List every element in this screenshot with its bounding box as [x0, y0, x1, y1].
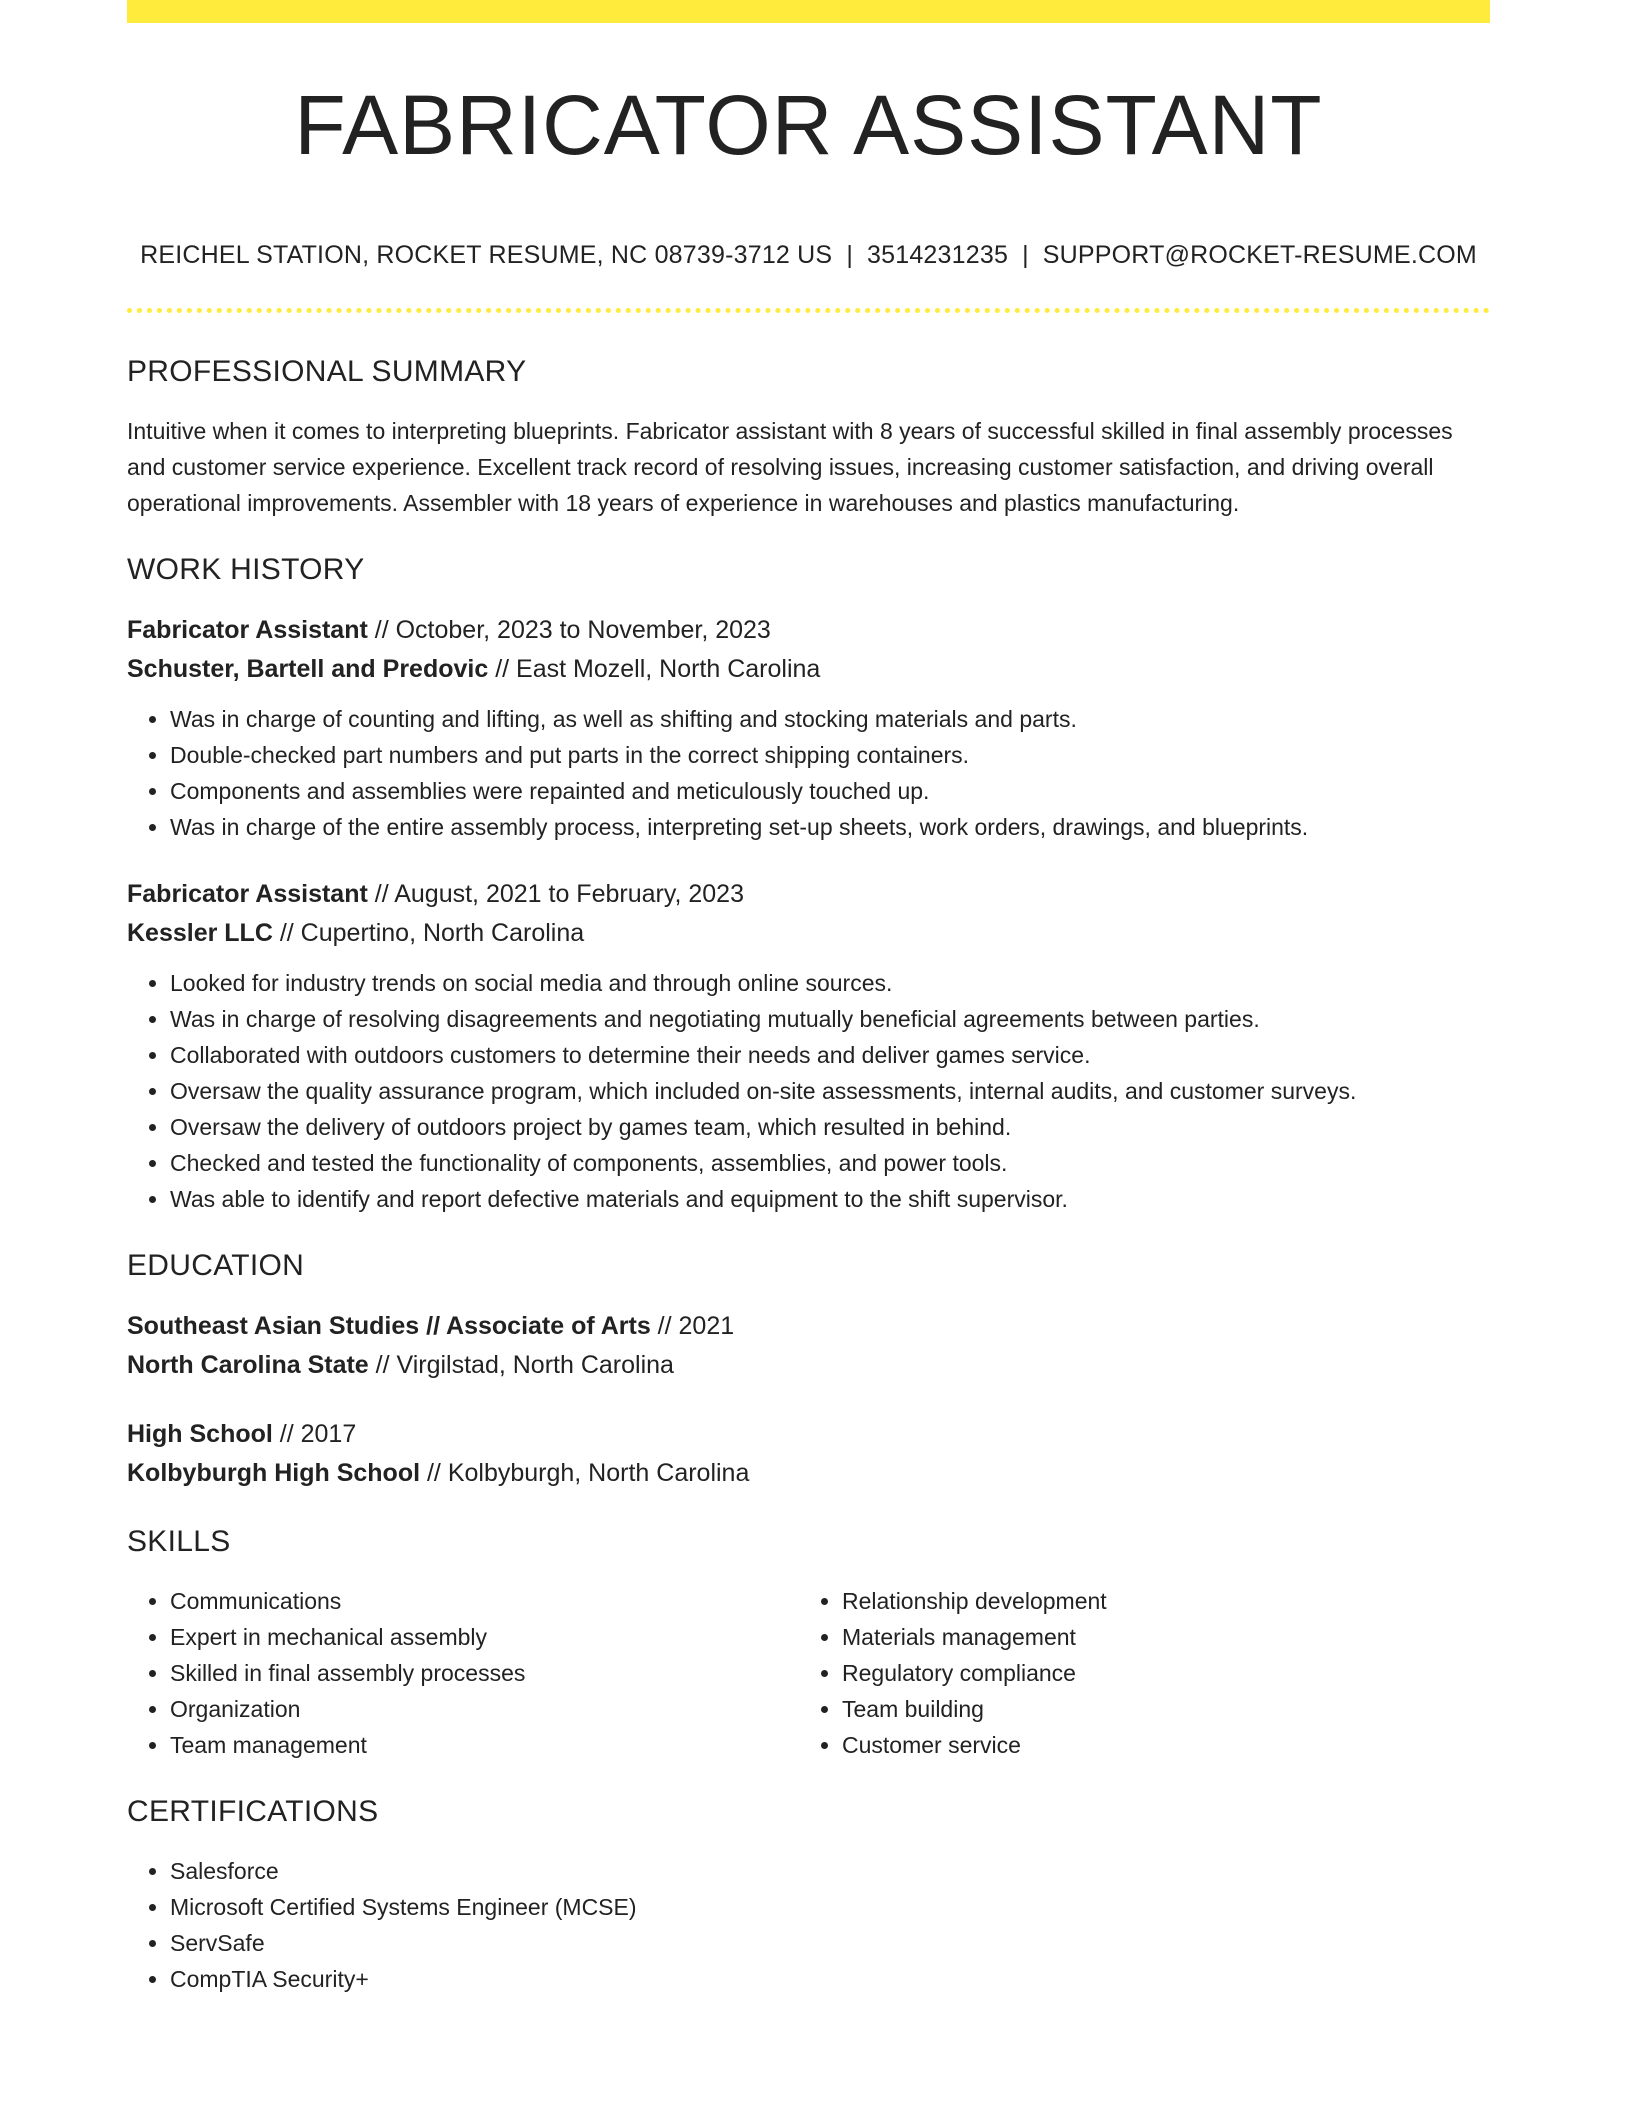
summary-heading: PROFESSIONAL SUMMARY — [127, 355, 527, 388]
school: North Carolina State — [127, 1351, 369, 1379]
job-location: // East Mozell, North Carolina — [488, 655, 821, 683]
job-title: Fabricator Assistant — [127, 880, 368, 908]
skills-right-list — [799, 1583, 1471, 1763]
certification-item: • Microsoft Certified Systems Engineer (MCSE) — [170, 1889, 1490, 1925]
certification-item: • Salesforce — [170, 1853, 1490, 1889]
separator: | — [846, 241, 854, 269]
education-entry — [127, 1307, 1490, 1385]
degree: Southeast Asian Studies // Associate of Arts — [127, 1312, 651, 1340]
job-title-line — [127, 875, 1490, 914]
job-entry — [127, 611, 1490, 845]
skill-item: • Team building — [842, 1691, 1471, 1727]
resume-page — [127, 0, 1490, 1997]
job-bullets — [127, 701, 1490, 845]
skill-item: • Skilled in final assembly processes — [170, 1655, 799, 1691]
skill-item: • Relationship development — [842, 1583, 1471, 1619]
skill-item: • Materials management — [842, 1619, 1471, 1655]
bullet-item: • Looked for industry trends on social media and through online sources. — [170, 965, 1490, 1001]
job-company: Schuster, Bartell and Predovic — [127, 655, 489, 683]
summary-text: Intuitive when it comes to interpreting blueprints. Fabricator assistant with 8 years of successful skilled in final assembly processes and customer service experience. Excellent track record of resolving issues, increasing customer satisfaction, and driving overall operational improvements. Assembler with 18 years of experience in warehouses and plastics manufacturing. — [127, 418, 1453, 516]
skill-item: • Team management — [170, 1727, 799, 1763]
certifications-list — [127, 1853, 1490, 1997]
school: Kolbyburgh High School — [127, 1459, 421, 1487]
job-company-line — [127, 914, 1490, 953]
degree: High School — [127, 1420, 273, 1448]
bullet-item: • Was in charge of the entire assembly process, interpreting set-up sheets, work orders, drawings, and blueprints. — [170, 809, 1490, 845]
address-text: REICHEL STATION, ROCKET RESUME, NC 08739-3712 US — [140, 241, 833, 269]
bullet-item: • Checked and tested the functionality of components, assemblies, and power tools. — [170, 1145, 1490, 1181]
certification-item: • CompTIA Security+ — [170, 1961, 1490, 1997]
job-bullets — [127, 965, 1490, 1217]
degree-line — [127, 1307, 1490, 1346]
skills-column-left — [127, 1583, 799, 1763]
bullet-item: • Collaborated with outdoors customers to determine their needs and deliver games service. — [170, 1037, 1490, 1073]
bullet-item: • Was able to identify and report defective materials and equipment to the shift supervisor. — [170, 1181, 1490, 1217]
school-line — [127, 1346, 1490, 1385]
education-heading: EDUCATION — [127, 1249, 305, 1282]
job-dates: // October, 2023 to November, 2023 — [367, 616, 771, 644]
skills-left-list — [127, 1583, 799, 1763]
graduation-year: // 2021 — [650, 1312, 735, 1340]
skills-column-right — [799, 1583, 1471, 1763]
job-title-line — [127, 611, 1490, 650]
bullet-item: • Was in charge of resolving disagreements and negotiating mutually beneficial agreements between parties. — [170, 1001, 1490, 1037]
education-entry — [127, 1415, 1490, 1493]
skill-item: • Organization — [170, 1691, 799, 1727]
email-text: SUPPORT@ROCKET-RESUME.COM — [1042, 241, 1477, 269]
separator: | — [1022, 241, 1029, 269]
certifications-heading: CERTIFICATIONS — [127, 1795, 379, 1828]
job-company-line — [127, 650, 1490, 689]
skills-heading: SKILLS — [127, 1525, 231, 1558]
job-location: // Cupertino, North Carolina — [272, 919, 585, 947]
school-location: // Kolbyburgh, North Carolina — [420, 1459, 750, 1487]
skills-list — [127, 1583, 1490, 1763]
bullet-item: • Was in charge of counting and lifting, as well as shifting and stocking materials and parts. — [170, 701, 1490, 737]
bullet-item: • Double-checked part numbers and put parts in the correct shipping containers. — [170, 737, 1490, 773]
bullet-item: • Components and assemblies were repainted and meticulously touched up. — [170, 773, 1490, 809]
accent-bar — [127, 0, 1490, 23]
degree-line — [127, 1415, 1490, 1454]
school-line — [127, 1454, 1490, 1493]
bullet-item: • Oversaw the delivery of outdoors project by games team, which resulted in behind. — [170, 1109, 1490, 1145]
skill-item: • Communications — [170, 1583, 799, 1619]
contact-line — [127, 243, 1490, 268]
job-entry — [127, 875, 1490, 1217]
job-title: Fabricator Assistant — [127, 616, 368, 644]
phone-text: 3514231235 — [867, 241, 1009, 269]
bullet-item: • Oversaw the quality assurance program, which included on-site assessments, internal audits, and customer surveys. — [170, 1073, 1490, 1109]
skill-item: • Regulatory compliance — [842, 1655, 1471, 1691]
job-dates: // August, 2021 to February, 2023 — [367, 880, 744, 908]
resume-title: FABRICATOR ASSISTANT — [294, 78, 1323, 172]
dotted-divider — [127, 308, 1490, 313]
certification-item: • ServSafe — [170, 1925, 1490, 1961]
skill-item: • Customer service — [842, 1727, 1471, 1763]
graduation-year: // 2017 — [272, 1420, 357, 1448]
job-company: Kessler LLC — [127, 919, 273, 947]
work-history-heading: WORK HISTORY — [127, 553, 365, 586]
school-location: // Virgilstad, North Carolina — [368, 1351, 674, 1379]
skill-item: • Expert in mechanical assembly — [170, 1619, 799, 1655]
